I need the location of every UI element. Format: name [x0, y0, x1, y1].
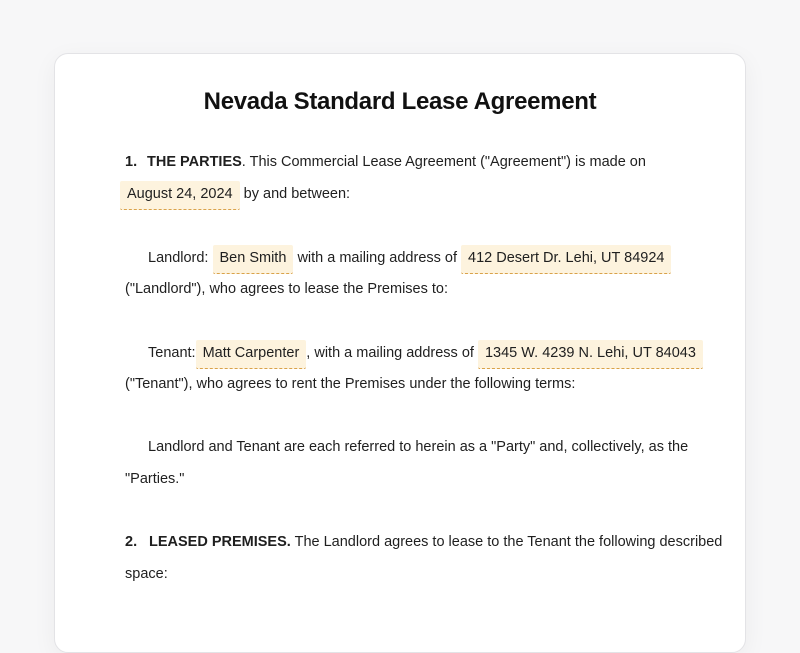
tenant-label: Tenant: [148, 345, 196, 361]
section-2-number: 2. [125, 534, 138, 550]
document-page [54, 53, 746, 653]
landlord-tail-line: ("Landlord"), who agrees to lease the Premises to: [125, 281, 449, 297]
section-2-heading: LEASED PREMISES. [149, 534, 291, 550]
tenant-address-intro: , with a mailing address of [306, 345, 474, 361]
tenant-tail-line: ("Tenant"), who agrees to rent the Premises under the following terms: [125, 376, 576, 392]
landlord-name-field[interactable]: Ben Smith [213, 245, 294, 274]
document-title: Nevada Standard Lease Agreement [203, 88, 597, 115]
landlord-address-intro: with a mailing address of [297, 250, 458, 266]
landlord-line [148, 245, 671, 274]
parties-note-line-2: "Parties." [125, 471, 185, 487]
landlord-address-field[interactable]: 412 Desert Dr. Lehi, UT 84924 [461, 245, 671, 274]
date-trailing-text: by and between: [243, 186, 351, 202]
section-1-intro: . This Commercial Lease Agreement ("Agreement") is made on [241, 154, 646, 170]
section-1-heading: THE PARTIES [147, 154, 242, 170]
section-2-text-line-2: space: [125, 566, 168, 582]
date-line [120, 181, 350, 210]
tenant-line [148, 340, 703, 369]
landlord-label: Landlord: [148, 250, 209, 266]
agreement-date-field[interactable]: August 24, 2024 [120, 181, 240, 210]
section-2-line [125, 532, 722, 552]
section-1-number: 1. [125, 154, 138, 170]
tenant-name-field[interactable]: Matt Carpenter [196, 340, 307, 369]
section-1-line [125, 152, 646, 172]
parties-note-line-1: Landlord and Tenant are each referred to herein as a "Party" and, collectively, as the [148, 439, 689, 455]
tenant-address-field[interactable]: 1345 W. 4239 N. Lehi, UT 84043 [478, 340, 703, 369]
section-2-text: The Landlord agrees to lease to the Tenant the following described [294, 534, 723, 550]
